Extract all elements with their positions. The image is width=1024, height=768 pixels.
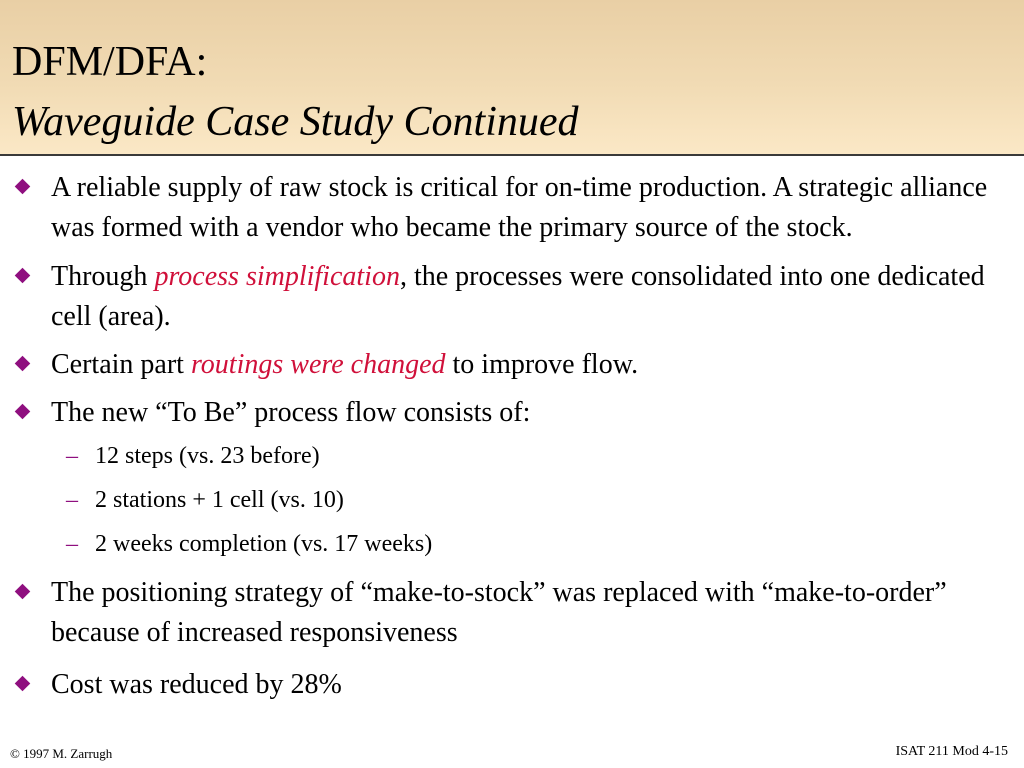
bullet-text: The new “To Be” process flow consists of: — [51, 397, 531, 428]
sub-bullet-text: 12 steps (vs. 23 before) — [95, 443, 320, 469]
bullet-item — [0, 573, 1024, 653]
bullet-text-post: to improve flow. — [445, 349, 639, 380]
emphasis-text: routings were changed — [190, 349, 446, 380]
sub-bullet-text: 2 stations + 1 cell (vs. 10) — [95, 487, 344, 513]
bullet-item — [0, 665, 1024, 705]
bullet-item — [0, 345, 1024, 385]
dash-bullet-icon: – — [66, 443, 78, 469]
sub-bullet-text: 2 weeks completion (vs. 17 weeks) — [95, 531, 433, 557]
bullet-text-pre: Through — [51, 261, 155, 292]
diamond-bullet-icon — [15, 356, 31, 372]
footer-copyright: © 1997 M. Zarrugh — [10, 746, 113, 761]
bullet-text: A reliable supply of raw stock is critical for on-time production. A strategic alliance was formed with a vendor who became the primary source of the stock. — [51, 172, 988, 243]
bullet-item — [0, 257, 1024, 337]
bullet-item — [0, 393, 1024, 433]
sub-bullet-item — [0, 439, 1024, 473]
diamond-bullet-icon — [15, 584, 31, 600]
emphasis-text: process simplification — [154, 261, 400, 292]
bullet-text-pre: Certain part — [51, 349, 191, 380]
dash-bullet-icon: – — [66, 531, 78, 557]
slide-content — [0, 168, 1024, 705]
slide-subtitle: Waveguide Case Study Continued — [12, 99, 579, 145]
title-divider — [0, 154, 1024, 156]
sub-bullet-item — [0, 483, 1024, 517]
diamond-bullet-icon — [15, 676, 31, 692]
sub-bullet-item — [0, 527, 1024, 561]
bullet-text: The positioning strategy of “make-to-stock” was replaced with “make-to-order” because of increased responsiveness — [51, 577, 947, 648]
diamond-bullet-icon — [15, 179, 31, 195]
dash-bullet-icon: – — [66, 487, 78, 513]
footer-slide-id: ISAT 211 Mod 4-15 — [895, 744, 1008, 759]
diamond-bullet-icon — [15, 268, 31, 284]
diamond-bullet-icon — [15, 404, 31, 420]
bullet-text-post: , the processes were consolidated into one dedicated cell (area). — [51, 261, 985, 332]
bullet-item — [0, 168, 1024, 248]
bullet-text: Cost was reduced by 28% — [51, 669, 342, 700]
slide-title: DFM/DFA: — [12, 39, 208, 85]
